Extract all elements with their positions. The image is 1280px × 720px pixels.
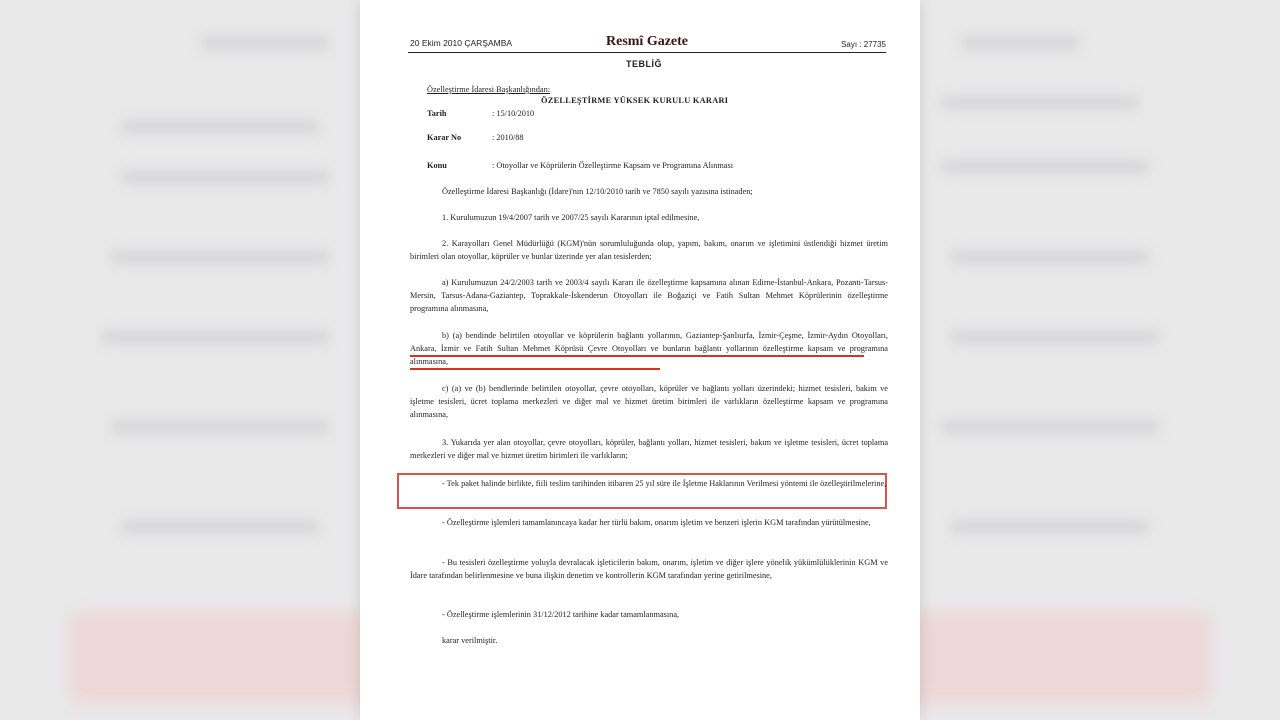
article-1: 1. Kurulumuzun 19/4/2007 tarih ve 2007/25 sayılı Kararının iptal edilmesine, <box>442 213 700 222</box>
decision-title: ÖZELLEŞTİRME YÜKSEK KURULU KARARI <box>541 96 729 105</box>
article-2: 2. Karayolları Genel Müdürlüğü (KGM)'nün sorumluluğunda olup, yapım, bakım, onarım ve işletimini üstlendiği hizmet üretim birimleri olan otoyollar, köprüler ve bunlar üzerinde yer alan tesislerden; <box>410 239 888 261</box>
article-2c: c) (a) ve (b) bendlerinde belirtilen otoyollar, çevre otoyolları, köprüler ve bağlantı yolları üzerindeki; hizmet tesisleri, bakım ve işletme tesisleri, ücret toplama merkezleri ve diğer mal ve hizmet üretim birimleri ile varlıkların özelleştirme kapsam ve programına alınmasına, <box>410 384 888 419</box>
article-2b: b) (a) bendinde belirtilen otoyollar ve köprülerin bağlantı yollarının, Gaziantep-Şanlıurfa, İzmir-Çeşme, İzmir-Aydın Otoyolları, Ankara, İzmir ve Fatih Sultan Mehmet Köprüsü Çevre Otoyolları ve bunların bağlantı yollarının özelleştirme kapsam ve programına alınmasına, <box>410 331 888 366</box>
date-label: Tarih <box>427 109 447 118</box>
provision-3: - Bu tesisleri özelleştirme yoluyla devralacak işleticilerin bakım, onarım, işletim ve diğer işlere yönelik yükümlülüklerinin KGM ve İdare tarafından belirlenmesine ve buna ilişkin denetim ve kontrollerin KGM tarafından yerine getirilmesine, <box>410 558 888 580</box>
header-divider <box>408 52 886 53</box>
subject-value: : Otoyollar ve Köprülerin Özelleştirme Kapsam ve Programına Alınması <box>492 161 734 170</box>
gazette-date: 20 Ekim 2010 ÇARŞAMBA <box>410 38 513 48</box>
highlight-underline <box>410 355 864 357</box>
gazette-title: Resmî Gazete <box>606 34 689 49</box>
decision-number-value: : 2010/88 <box>492 133 524 142</box>
provision-4: - Özelleştirme işlemlerinin 31/12/2012 tarihine kadar tamamlanmasına, <box>442 610 680 619</box>
intro-paragraph: Özelleştirme İdaresi Başkanlığı (İdare)'nın 12/10/2010 tarih ve 7850 sayılı yazısına istinaden; <box>442 187 753 196</box>
date-value: : 15/10/2010 <box>492 109 535 118</box>
article-3: 3. Yukarıda yer alan otoyollar, çevre otoyolları, köprüler, bağlantı yolları, hizmet tesisleri, bakım ve işletme tesisleri, ücret toplama merkezleri ve diğer mal ve hizmet üretim birimleri ile varlıkların; <box>410 438 888 460</box>
provision-1: - Tek paket halinde birlikte, fiili teslim tarihinden itibaren 25 yıl süre ile İşletme Haklarının Verilmesi yöntemi ile özelleştirilmelerine, <box>442 479 887 488</box>
provision-2: - Özelleştirme işlemleri tamamlanıncaya kadar her türlü bakım, onarım işletim ve benzeri işlerin KGM tarafından yürütülmesine, <box>442 518 871 527</box>
gazette-issue-number: Sayı : 27735 <box>841 40 886 49</box>
issuing-authority: Özelleştirme İdaresi Başkanlığından: <box>427 85 551 94</box>
article-2a: a) Kurulumuzun 24/2/2003 tarih ve 2003/4 sayılı Kararı ile özelleştirme kapsamına alınan Edirne-İstanbul-Ankara, Pozantı-Tarsus-Mersin, Tarsus-Adana-Gaziantep, Toprakkale-İskenderun Otoyolları ile Boğaziçi ve Fatih Sultan Mehmet Köprülerinin özelleştirme programına alınmasına, <box>410 278 888 313</box>
subject-label: Konu <box>427 161 447 170</box>
document-page <box>360 0 920 720</box>
highlight-underline <box>410 368 660 370</box>
closing-statement: karar verilmiştir. <box>442 636 498 645</box>
section-title: TEBLİĞ <box>626 59 662 69</box>
decision-number-label: Karar No <box>427 133 462 142</box>
